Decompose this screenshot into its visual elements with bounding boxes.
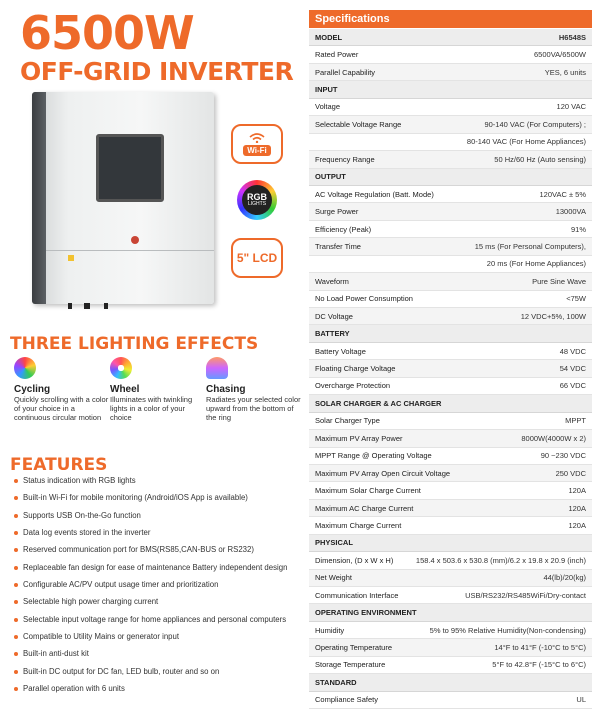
effect-description: Quickly scrolling with a color of your choice in a continuous circular motion [14,395,109,422]
feature-item: Built-in Wi-Fi for mobile monitoring (Android/iOS App is available) [14,493,302,503]
spec-label: Maximum AC Charge Current [315,503,414,513]
spec-value: 48 VDC [559,346,586,356]
spec-section-row [309,604,592,621]
spec-value: 12 VDC+5%, 100W [520,311,586,321]
effect-wheel [110,357,206,422]
spec-section-row [309,81,592,98]
spec-label: INPUT [315,85,338,95]
spec-label: Efficiency (Peak) [315,224,372,234]
effect-description: Radiates your selected color upward from the bottom of the ring [206,395,301,422]
spec-row [309,360,592,377]
warning-label-icon [68,255,74,261]
spec-label: Transfer Time [315,241,361,251]
spec-label: Waveform [315,276,349,286]
spec-label: MODEL [315,32,343,42]
spec-label: Communication Interface [315,590,399,600]
spec-row [309,639,592,656]
feature-item: Parallel operation with 6 units [14,684,302,694]
wheel-icon [110,357,132,379]
spec-row [309,116,592,133]
spec-label: Solar Charger Type [315,416,380,426]
spec-label: BATTERY [315,329,350,339]
spec-value: 15 ms (For Personal Computers), [474,241,586,251]
spec-row [309,134,592,151]
spec-label: Parallel Capability [315,67,376,77]
effect-name: Wheel [110,384,140,395]
spec-row [309,273,592,290]
effect-name: Chasing [206,384,246,395]
spec-row [309,430,592,447]
effect-cycling [14,357,110,422]
spec-section-row [309,674,592,691]
spec-row [309,221,592,238]
spec-value: 5°F to 42.8°F (-15°C to 6°C) [492,660,586,670]
spec-section-row [309,169,592,186]
spec-value: 20 ms (For Home Appliances) [486,259,586,269]
spec-section-row [309,395,592,412]
spec-value: 91% [570,224,586,234]
spec-row [309,46,592,63]
spec-label: OUTPUT [315,172,346,182]
spec-label: Overcharge Protection [315,381,391,391]
inverter-terminals [68,303,108,309]
feature-item: Compatible to Utility Mains or generator input [14,632,302,642]
spec-row [309,657,592,674]
spec-value: 120A [568,486,586,496]
spec-label: Maximum PV Array Power [315,433,403,443]
features-title: FEATURES [10,455,108,475]
spec-label: SOLAR CHARGER & AC CHARGER [315,398,442,408]
feature-item: Configurable AC/PV output usage timer and prioritization [14,580,302,590]
spec-row [309,413,592,430]
spec-label: Maximum Charge Current [315,520,402,530]
spec-row [309,552,592,569]
spec-value: 14°F to 41°F (-10°C to 5°C) [494,643,586,653]
spec-value: H6548S [558,32,586,42]
spec-row [309,448,592,465]
lighting-effects-title: THREE LIGHTING EFFECTS [10,334,259,354]
spec-row [309,692,592,709]
spec-value: 66 VDC [559,381,586,391]
rgb-label: RGB [247,192,267,202]
spec-value: MPPT [565,416,586,426]
spec-row [309,238,592,255]
spec-row [309,343,592,360]
spec-label: Dimension, (D x W x H) [315,555,394,565]
product-type-title: OFF-GRID INVERTER [20,57,294,86]
spec-row [309,587,592,604]
lcd-label: 5" LCD [236,251,278,265]
spec-row [309,99,592,116]
spec-label: Net Weight [315,573,352,583]
spec-label: Maximum Solar Charge Current [315,486,421,496]
features-list [14,476,302,701]
spec-value: 90 ~230 VDC [540,451,586,461]
spec-label: STANDARD [315,677,357,687]
spec-row [309,203,592,220]
rgb-sub-label: LIGHTS [247,201,267,207]
spec-row [309,378,592,395]
spec-value: 80-140 VAC (For Home Appliances) [466,137,586,147]
spec-value: 90-140 VAC (For Computers) ; [484,119,586,129]
inverter-side-panel [32,92,46,304]
feature-item: Status indication with RGB lights [14,476,302,486]
spec-row [309,500,592,517]
spec-label: Humidity [315,625,345,635]
spec-row [309,256,592,273]
spec-value: 120VAC ± 5% [539,189,586,199]
spec-value: YES, 6 units [544,67,586,77]
wifi-badge [231,124,283,164]
spec-value: Pure Sine Wave [532,276,586,286]
rgb-ring-icon [237,180,277,220]
spec-label: Compliance Safety [315,695,378,705]
spec-section-row [309,29,592,46]
chasing-icon [206,357,228,379]
spec-value: UL [576,695,586,705]
effect-chasing [206,357,302,422]
feature-item: Data log events stored in the inverter [14,528,302,538]
feature-item: Built-in DC output for DC fan, LED bulb, router and so on [14,667,302,677]
spec-value: USB/RS232/RS485WiFi/Dry-contact [465,590,586,600]
spec-value: 13000VA [555,207,586,217]
spec-value: 120A [568,520,586,530]
spec-value: 8000W(4000W x 2) [521,433,586,443]
spec-label: Rated Power [315,50,359,60]
effect-description: Illuminates with twinkling lights in a color of your choice [110,395,193,422]
spec-row [309,291,592,308]
spec-value: 50 Hz/60 Hz (Auto sensing) [494,154,586,164]
effect-name: Cycling [14,384,51,395]
specifications-table [309,10,592,709]
spec-section-row [309,535,592,552]
spec-value: 250 VDC [555,468,586,478]
inverter-image [32,92,214,307]
feature-item: Selectable high power charging current [14,597,302,607]
feature-item: Selectable input voltage range for home appliances and personal computers [14,615,302,625]
spec-label: PHYSICAL [315,538,353,548]
spec-label: Surge Power [315,207,359,217]
spec-section-row [309,325,592,342]
spec-label: MPPT Range @ Operating Voltage [315,451,432,461]
spec-value: 54 VDC [559,364,586,374]
spec-label: Operating Temperature [315,643,392,653]
spec-label: Battery Voltage [315,346,366,356]
cycling-icon [14,357,36,379]
power-rating-title: 6500W [20,6,194,60]
spec-row [309,482,592,499]
spec-label: Maximum PV Array Open Circuit Voltage [315,468,451,478]
spec-label: AC Voltage Regulation (Batt. Mode) [315,189,434,199]
feature-item: Supports USB On-the-Go function [14,511,302,521]
spec-row [309,622,592,639]
inverter-panel-seam [46,250,214,251]
spec-label: Voltage [315,102,341,112]
inverter-lcd-screen [96,134,164,202]
feature-item: Built-in anti-dust kit [14,649,302,659]
spec-label: Frequency Range [315,154,375,164]
wifi-icon [249,133,265,143]
spec-row [309,570,592,587]
spec-value: 120A [568,503,586,513]
spec-row [309,308,592,325]
spec-label: DC Voltage [315,311,353,321]
spec-label: OPERATING ENVIRONMENT [315,608,417,618]
spec-value: <75W [566,294,586,304]
spec-label: Floating Charge Voltage [315,364,396,374]
feature-item: Reserved communication port for BMS(RS85,CAN-BUS or RS232) [14,545,302,555]
spec-row [309,517,592,534]
specifications-header: Specifications [309,10,592,28]
spec-row [309,151,592,168]
spec-value: 44(lb)/20(kg) [543,573,586,583]
lcd-badge [231,238,283,278]
spec-row [309,186,592,203]
feature-item: Replaceable fan design for ease of maintenance Battery independent design [14,563,302,573]
spec-label: No Load Power Consumption [315,294,413,304]
spec-label: Selectable Voltage Range [315,119,402,129]
spec-value: 5% to 95% Relative Humidity(Non-condensing) [429,625,586,635]
wifi-label: Wi-Fi [243,145,270,156]
spec-value: 158.4 x 503.6 x 530.8 (mm)/6.2 x 19.8 x 20.9 (inch) [415,555,586,565]
spec-row [309,64,592,81]
spec-row [309,465,592,482]
spec-label: Storage Temperature [315,660,386,670]
rgb-lights-badge [231,180,283,220]
spec-value: 120 VAC [556,102,586,112]
spec-rows [309,29,592,709]
spec-value: 6500VA/6500W [534,50,586,60]
lighting-effects-list [14,357,304,422]
inverter-power-button [131,236,139,244]
